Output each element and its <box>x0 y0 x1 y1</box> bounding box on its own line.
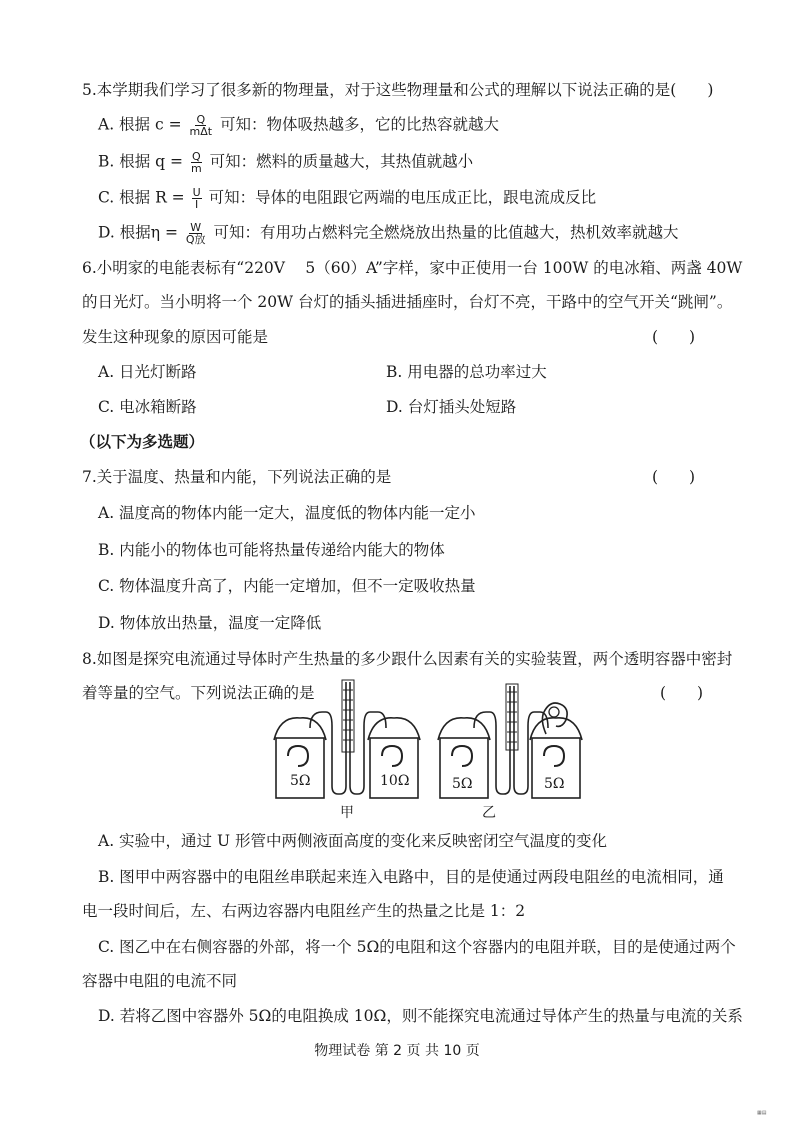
q5-d-suffix: 可知：有用功占燃料完全燃烧放出热量的比值越大，热机效率就越大 <box>213 223 679 242</box>
q5-d-num: W <box>190 221 202 234</box>
jia-right-lid <box>368 718 420 740</box>
q5-c-num: U <box>192 186 201 199</box>
q6-line1: 6.小明家的电能表标有“220V 5（60）A”字样，家中正使用一台 100W 的电冰箱、两盏 40W <box>82 259 743 277</box>
q7-option-c[interactable]: C. 物体温度升高了，内能一定增加，但不一定吸收热量 <box>98 577 476 595</box>
q5-option-c[interactable] <box>98 187 596 210</box>
q5-b-prefix: B. 根据 q = <box>98 152 184 171</box>
q5-option-a[interactable] <box>98 114 499 137</box>
jia-right-resistance: 10Ω <box>380 773 410 789</box>
jia-left-resistor <box>288 746 308 766</box>
jia-left-lid <box>274 718 326 740</box>
yi-right-lid <box>530 718 582 740</box>
q8-line2: 着等量的空气。下列说法正确的是 <box>82 684 315 702</box>
apparatus-figure <box>270 676 590 824</box>
yi-scale <box>506 684 518 750</box>
q7-answer-paren[interactable]: ( ) <box>652 468 696 486</box>
q7-option-d[interactable]: D. 物体放出热量，温度一定降低 <box>98 614 322 632</box>
q8-option-c-line2: 容器中电阻的电流不同 <box>82 972 238 990</box>
q8-option-a[interactable]: A. 实验中，通过 U 形管中两侧液面高度的变化来反映密闭空气温度的变化 <box>98 832 607 850</box>
q6-option-b[interactable]: B. 用电器的总功率过大 <box>386 363 547 381</box>
q6-option-c[interactable]: C. 电冰箱断路 <box>98 398 197 416</box>
q7-stem: 7.关于温度、热量和内能，下列说法正确的是 <box>82 468 392 486</box>
q6-option-d[interactable]: D. 台灯插头处短路 <box>386 398 517 416</box>
yi-left-resistor <box>452 746 472 766</box>
q5-option-d[interactable] <box>98 222 679 245</box>
q8-option-d[interactable]: D. 若将乙图中容器外 5Ω的电阻换成 10Ω，则不能探究电流通过导体产生的热量与电流的关系 <box>98 1007 743 1025</box>
q5-b-suffix: 可知：燃料的质量越大，其热值就越小 <box>209 152 474 171</box>
q6-option-a[interactable]: A. 日光灯断路 <box>98 363 197 381</box>
q7-option-b[interactable]: B. 内能小的物体也可能将热量传递给内能大的物体 <box>98 541 445 559</box>
q5-d-fraction <box>185 222 207 245</box>
yi-left-lid <box>438 718 490 740</box>
q5-a-num: Q <box>196 113 206 126</box>
q7-option-a[interactable]: A. 温度高的物体内能一定大，温度低的物体内能一定小 <box>98 504 476 522</box>
page-footer: 物理试卷 第 2 页 共 10 页 <box>314 1043 480 1059</box>
q5-a-suffix: 可知：物体吸热越多，它的比热容就越大 <box>220 115 500 134</box>
q6-line2: 的日光灯。当小明将一个 20W 台灯的插头插进插座时，台灯不亮，干路中的空气开关“跳闸”。 <box>82 293 733 311</box>
yi-left-resistance: 5Ω <box>452 776 473 792</box>
q5-c-fraction <box>192 187 202 210</box>
jia-label: 甲 <box>340 805 354 821</box>
q5-a-den: mΔt <box>189 125 213 138</box>
q5-d-prefix: D. 根据η = <box>98 223 178 242</box>
yi-label: 乙 <box>482 805 496 821</box>
jia-right-resistor <box>382 746 402 766</box>
q6-line3: 发生这种现象的原因可能是 <box>82 328 269 346</box>
q8-option-b-line2: 电一段时间后，左、右两边容器内电阻丝产生的热量之比是 1：2 <box>82 902 526 920</box>
yi-utube-left <box>474 686 510 794</box>
yi-external-coil <box>549 707 559 717</box>
q5-c-den: I <box>195 198 199 211</box>
q5-c-prefix: C. 根据 R = <box>98 188 185 207</box>
yi-right-resistance: 5Ω <box>544 776 565 792</box>
q5-stem: 5.本学期我们学习了很多新的物理量，对于这些物理量和公式的理解以下说法正确的是( ) <box>82 81 714 99</box>
q5-b-fraction <box>190 151 203 174</box>
q8-line1: 8.如图是探究电流通过导体时产生热量的多少跟什么因素有关的实验装置，两个透明容器中密封 <box>82 650 733 668</box>
apparatus-drawing <box>270 676 590 824</box>
q5-option-b[interactable] <box>98 151 473 174</box>
jia-scale <box>342 680 354 752</box>
q8-option-b-line1[interactable]: B. 图甲中两容器中的电阻丝串联起来连入电路中，目的是使通过两段电阻丝的电流相同，通 <box>98 868 724 886</box>
q5-a-fraction <box>189 114 214 137</box>
yi-utube-right <box>514 686 548 794</box>
multi-choice-note: （以下为多选题） <box>80 432 205 451</box>
q6-answer-paren[interactable]: ( ) <box>652 328 696 346</box>
q5-b-den: m <box>190 162 202 175</box>
q8-answer-paren[interactable]: ( ) <box>660 684 704 702</box>
q5-d-den: Q放 <box>185 233 206 246</box>
q5-b-num: Q <box>191 150 201 163</box>
yi-right-resistor <box>544 746 564 766</box>
jia-left-resistance: 5Ω <box>290 773 311 789</box>
q5-a-prefix: A. 根据 c = <box>98 115 182 134</box>
corner-stamp-icon: ▦▤ <box>757 1110 767 1116</box>
q8-option-c-line1[interactable]: C. 图乙中在右侧容器的外部，将一个 5Ω的电阻和这个容器内的电阻并联，目的是使通过两个 <box>98 938 736 956</box>
q5-c-suffix: 可知：导体的电阻跟它两端的电压成正比，跟电流成反比 <box>208 188 597 207</box>
